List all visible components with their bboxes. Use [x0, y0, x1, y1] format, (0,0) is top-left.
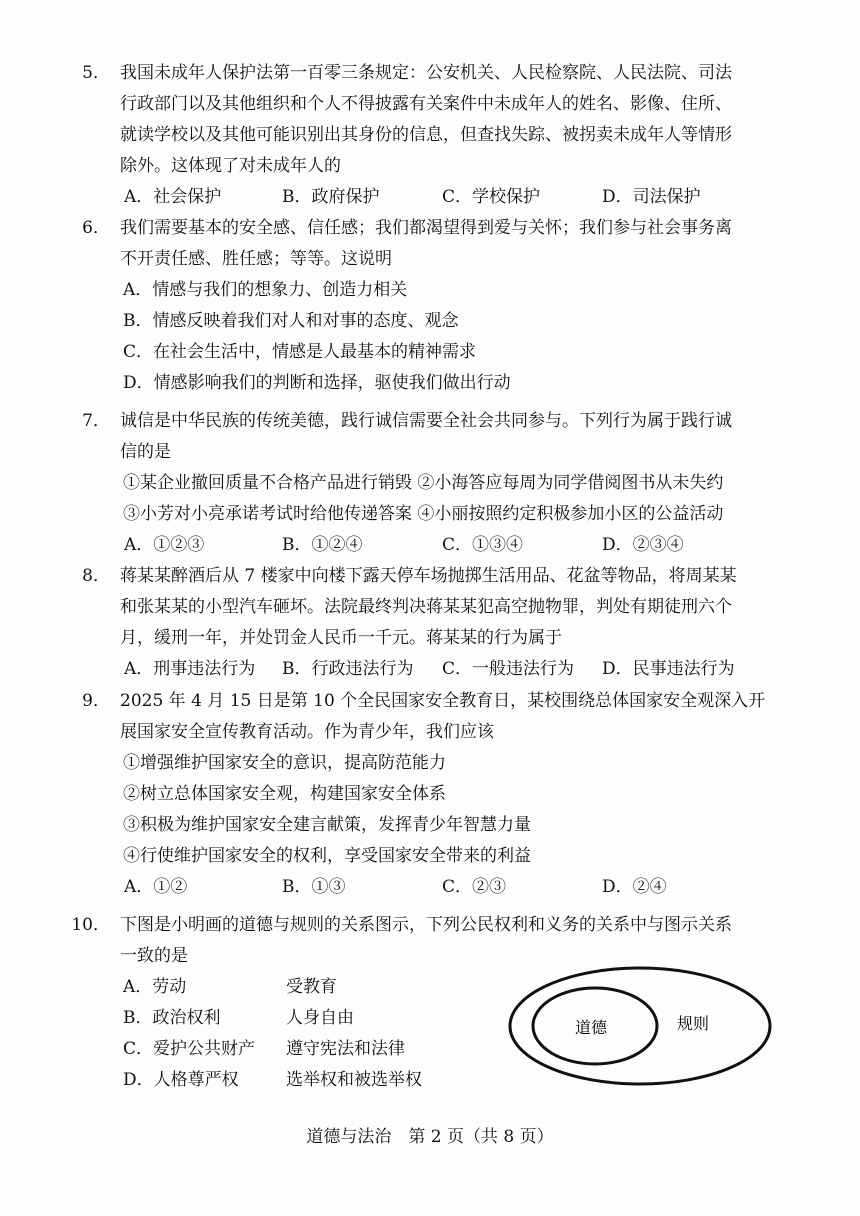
question-text-line: 2025 年 4 月 15 日是第 10 个全民国家安全教育日，某校围绕总体国家安全观深入开	[120, 691, 766, 711]
option-c[interactable]: C．②③	[442, 877, 507, 897]
question-text-line: 月，缓刑一年，并处罚金人民币一千元。蒋某某的行为属于	[120, 628, 562, 648]
option-a[interactable]: A．①②	[124, 877, 188, 897]
question-text-line: 一致的是	[120, 946, 188, 966]
option-a[interactable]: A．①②③	[124, 535, 205, 555]
question-text-line: 除外。这体现了对未成年人的	[120, 156, 341, 176]
statement-line: ③积极为维护国家安全建言献策，发挥青少年智慧力量	[123, 815, 531, 835]
option-a[interactable]: A．情感与我们的想象力、创造力相关	[123, 280, 408, 300]
option-d[interactable]: D．②③④	[602, 535, 684, 555]
option-c[interactable]: C．在社会生活中，情感是人最基本的精神需求	[123, 342, 477, 362]
question-text-line: 诚信是中华民族的传统美德，践行诚信需要全社会共同参与。下列行为属于践行诚	[120, 411, 732, 431]
option-c[interactable]: C．学校保护	[442, 187, 541, 207]
question-text-line: 和张某某的小型汽车砸坏。法院最终判决蒋某某犯高空抛物罪，判处有期徒刑六个	[120, 597, 732, 617]
option-b[interactable]: B．①③	[282, 877, 346, 897]
option-a[interactable]: A．刑事违法行为	[124, 659, 256, 679]
question-number: 10．	[71, 915, 110, 935]
option-b[interactable]: B．政治权利	[123, 1008, 221, 1028]
inner-label: 道德	[575, 1018, 608, 1037]
option-b[interactable]: B．①②④	[282, 535, 363, 555]
question-text-line: 展国家安全宣传教育活动。作为青少年，我们应该	[120, 722, 494, 742]
question-text-line: 我们需要基本的安全感、信任感；我们都渴望得到爱与关怀；我们参与社会事务离	[120, 218, 732, 238]
option-c[interactable]: C．一般违法行为	[442, 659, 575, 679]
option-b-pair: 人身自由	[286, 1008, 354, 1028]
option-d[interactable]: D．情感影响我们的判断和选择，驱使我们做出行动	[123, 373, 511, 393]
statement-line: ②树立总体国家安全观，构建国家安全体系	[123, 784, 446, 804]
question-text-line: 行政部门以及其他组织和个人不得披露有关案件中未成年人的姓名、影像、住所、	[120, 94, 732, 114]
option-d[interactable]: D．②④	[602, 877, 667, 897]
statement-line: ③小芳对小亮承诺考试时给他传递答案 ④小丽按照约定积极参加小区的公益活动	[123, 504, 724, 524]
question-number: 7．	[82, 411, 110, 431]
option-d[interactable]: D．人格尊严权	[123, 1070, 239, 1090]
outer-ellipse	[510, 968, 770, 1084]
question-text-line: 不开责任感、胜任感；等等。这说明	[120, 249, 392, 269]
question-number: 9．	[82, 691, 110, 711]
question-text-line: 下图是小明画的道德与规则的关系图示，下列公民权利和义务的关系中与图示关系	[120, 915, 732, 935]
option-c[interactable]: C．①③④	[442, 535, 524, 555]
option-b[interactable]: B．情感反映着我们对人和对事的态度、观念	[123, 311, 459, 331]
question-number: 6．	[82, 218, 110, 238]
page-footer: 道德与法治 第 2 页（共 8 页）	[306, 1127, 554, 1147]
relationship-diagram	[505, 964, 775, 1088]
option-d[interactable]: D．司法保护	[602, 187, 701, 207]
question-text-line: 蒋某某醉酒后从 7 楼家中向楼下露天停车场抛掷生活用品、花盆等物品，将周某某	[120, 566, 737, 586]
statement-line: ①某企业撤回质量不合格产品进行销毁 ②小海答应每周为同学借阅图书从未失约	[123, 473, 724, 493]
option-d-pair: 选举权和被选举权	[286, 1070, 422, 1090]
option-a-pair: 受教育	[286, 977, 337, 997]
option-b[interactable]: B．政府保护	[282, 187, 380, 207]
option-d[interactable]: D．民事违法行为	[602, 659, 735, 679]
question-text-line: 就读学校以及其他可能识别出其身份的信息，但查找失踪、被拐卖未成年人等情形	[120, 125, 732, 145]
option-c[interactable]: C．爱护公共财产	[123, 1039, 256, 1059]
question-number: 5．	[82, 63, 110, 83]
option-a[interactable]: A．社会保护	[124, 187, 222, 207]
question-text-line: 我国未成年人保护法第一百零三条规定：公安机关、人民检察院、人民法院、司法	[120, 63, 732, 83]
statement-line: ④行使维护国家安全的权利，享受国家安全带来的利益	[123, 846, 531, 866]
option-b[interactable]: B．行政违法行为	[282, 659, 414, 679]
question-number: 8．	[82, 566, 110, 586]
statement-line: ①增强维护国家安全的意识，提高防范能力	[123, 753, 446, 773]
question-text-line: 信的是	[120, 442, 171, 462]
option-a[interactable]: A．劳动	[123, 977, 187, 997]
option-c-pair: 遵守宪法和法律	[286, 1039, 405, 1059]
outer-label: 规则	[677, 1014, 710, 1033]
